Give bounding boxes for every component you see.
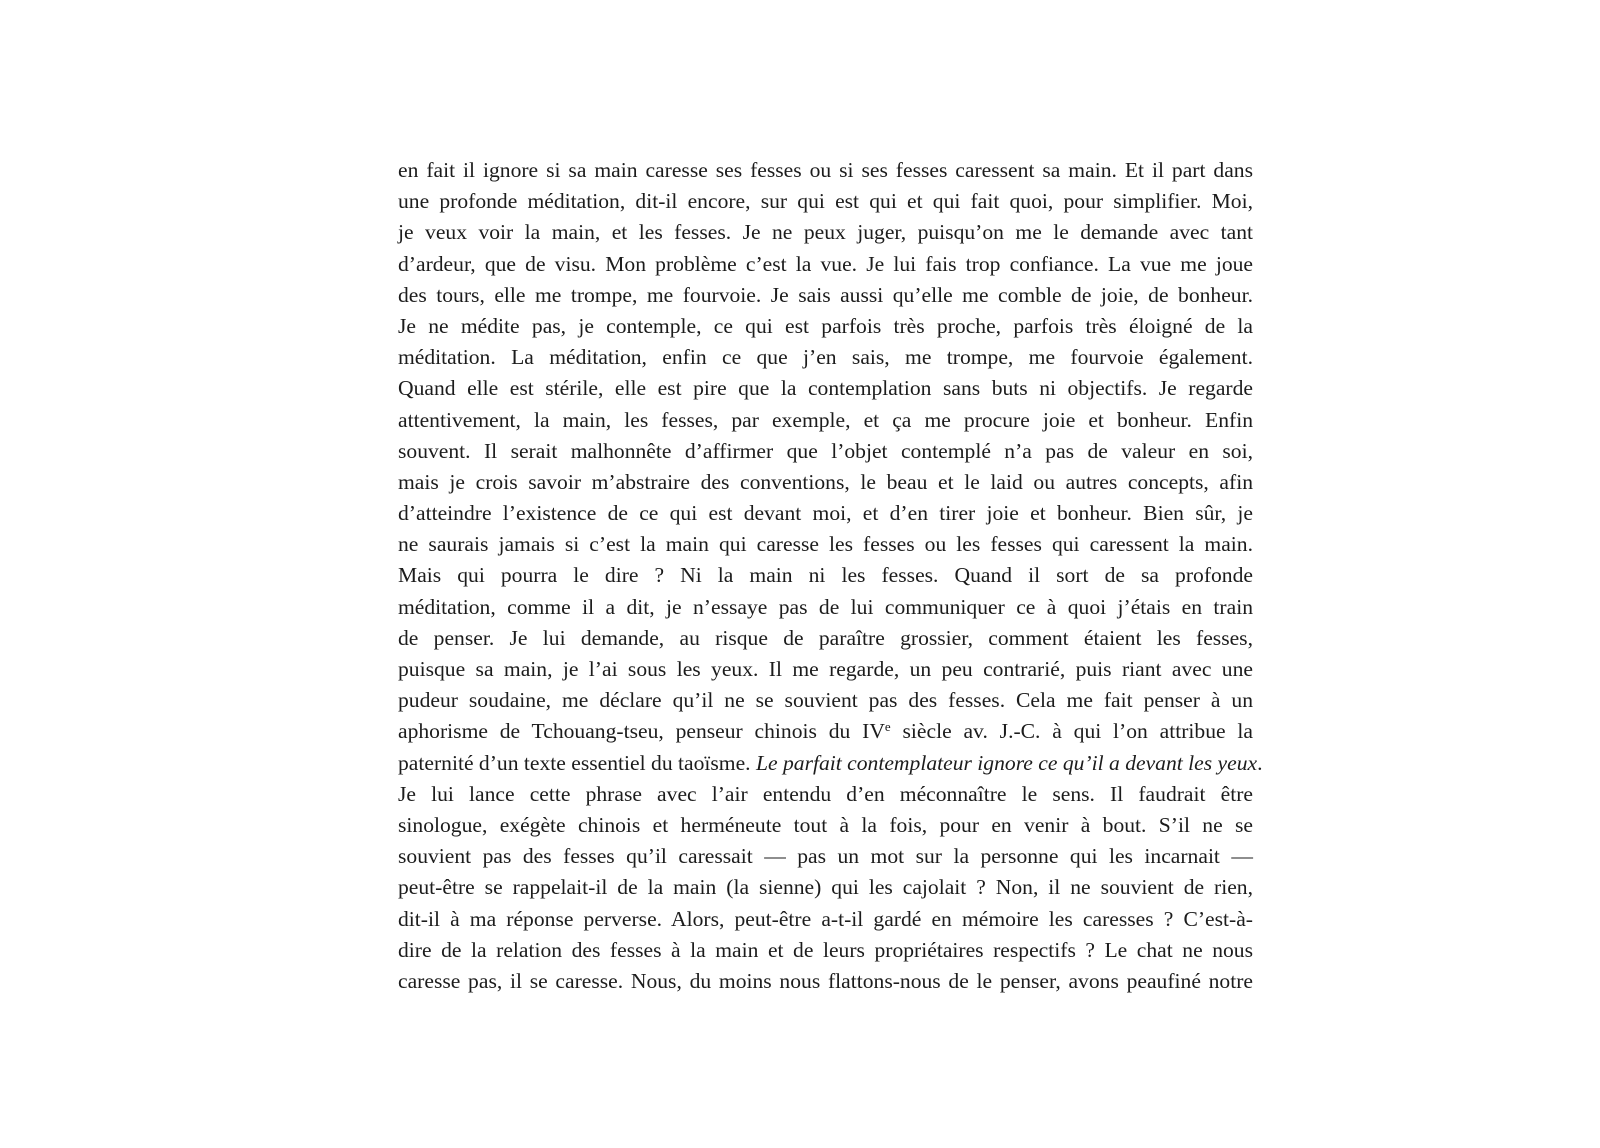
text-segment: paternité d’un texte essentiel du taoïsme.: [398, 750, 756, 775]
text-line-22: sinologue, exégète chinois et herméneute tout à la fois, pour en venir à bout. S’il ne se: [398, 812, 1253, 837]
text-line-8: Quand elle est stérile, elle est pire que la contemplation sans buts ni objectifs. Je regarde: [398, 376, 1253, 401]
text-line-25: dit-il à ma réponse perverse. Alors, peut-être a-t-il gardé en mémoire les caresses ? C’est-à-: [398, 906, 1253, 931]
text-segment: siècle av. J.-C. à qui l’on attribue la: [890, 719, 1253, 744]
text-line-13: ne saurais jamais si c’est la main qui caresse les fesses ou les fesses qui caressent la main.: [398, 532, 1253, 557]
text-line-27: caresse pas, il se caresse. Nous, du moins nous flattons-nous de le penser, avons peaufiné notre: [398, 968, 1253, 993]
superscript: e: [884, 719, 891, 735]
text-line-2: une profonde méditation, dit-il encore, sur qui est qui et qui fait quoi, pour simplifier. Moi,: [398, 189, 1253, 214]
text-line-21: Je lui lance cette phrase avec l’air entendu d’en méconnaître le sens. Il faudrait être: [398, 781, 1253, 806]
text-line-10: souvent. Il serait malhonnête d’affirmer que l’objet contemplé n’a pas de valeur en soi,: [398, 438, 1253, 463]
text-line-1: en fait il ignore si sa main caresse ses fesses ou si ses fesses caressent sa main. Et il part dans: [398, 158, 1253, 182]
text-line-20: [398, 748, 1263, 779]
text-line-23: souvient pas des fesses qu’il caressait — pas un mot sur la personne qui les incarnait —: [398, 844, 1253, 869]
text-line-14: Mais qui pourra le dire ? Ni la main ni les fesses. Quand il sort de sa profonde: [398, 563, 1253, 588]
text-line-9: attentivement, la main, les fesses, par exemple, et ça me procure joie et bonheur. Enfin: [398, 407, 1253, 432]
text-line-12: d’atteindre l’existence de ce qui est devant moi, et d’en tirer joie et bonheur. Bien sûr, je: [398, 501, 1253, 526]
text-line-17: puisque sa main, je l’ai sous les yeux. Il me regarde, un peu contrarié, puis riant avec une: [398, 657, 1253, 681]
body-text: [398, 155, 1263, 997]
text-line-3: je veux voir la main, et les fesses. Je ne peux juger, puisqu’on me le demande avec tant: [398, 220, 1253, 245]
text-line-19: [398, 716, 1253, 747]
italic-quote: Le parfait contemplateur ignore ce qu’il a devant les yeux: [755, 750, 1258, 775]
text-line-11: mais je crois savoir m’abstraire des conventions, le beau et le laid ou autres concepts, afin: [398, 469, 1253, 494]
text-line-16: de penser. Je lui demande, au risque de paraître grossier, comment étaient les fesses,: [398, 625, 1253, 650]
text-line-5: des tours, elle me trompe, me fourvoie. Je sais aussi qu’elle me comble de joie, de bonheur.: [398, 282, 1253, 307]
text-segment: .: [1257, 750, 1263, 775]
text-segment: aphorisme de Tchouang-tseu, penseur chinois du IV: [398, 719, 885, 744]
text-line-15: méditation, comme il a dit, je n’essaye pas de lui communiquer ce à quoi j’étais en train: [398, 594, 1253, 619]
text-line-7: méditation. La méditation, enfin ce que j’en sais, me trompe, me fourvoie également.: [398, 345, 1253, 370]
text-line-4: d’ardeur, que de visu. Mon problème c’est la vue. Je lui fais trop confiance. La vue me joue: [398, 251, 1253, 276]
text-line-18: pudeur soudaine, me déclare qu’il ne se souvient pas des fesses. Cela me fait penser à un: [398, 688, 1253, 713]
text-line-26: dire de la relation des fesses à la main et de leurs propriétaires respectifs ? Le chat ne nous: [398, 937, 1253, 962]
text-line-6: Je ne médite pas, je contemple, ce qui est parfois très proche, parfois très éloigné de la: [398, 313, 1253, 338]
text-line-24: peut-être se rappelait-il de la main (la sienne) qui les cajolait ? Non, il ne souvient de rien,: [398, 875, 1253, 900]
